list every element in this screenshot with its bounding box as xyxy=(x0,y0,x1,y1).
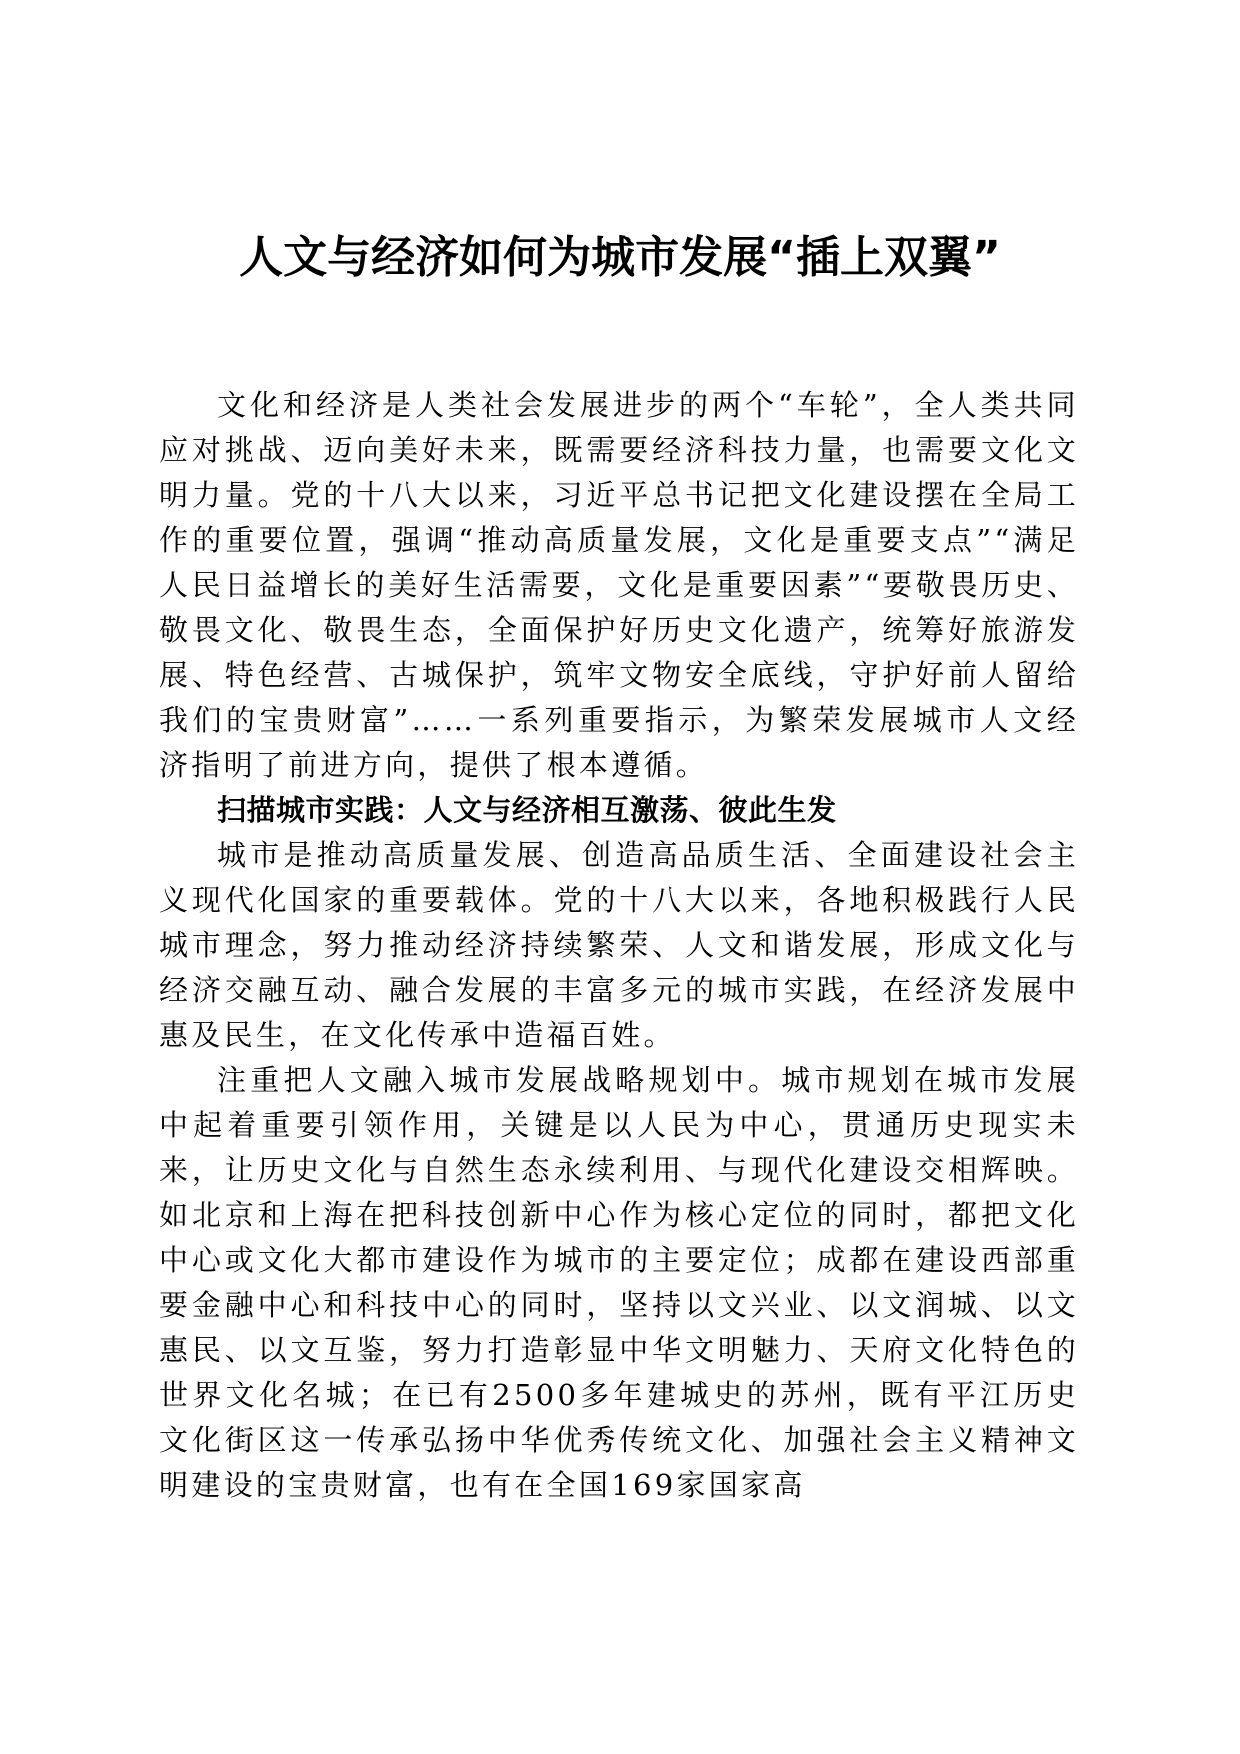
paragraph-planning: 注重把人文融入城市发展战略规划中。城市规划在城市发展中起着重要引领作用，关键是以人民为中心，贯通历史现实未来，让历史文化与自然生态永续利用、与现代化建设交相辉映。如北京和上海在把科技创新中心作为核心定位的同时，都把文化中心或文化大都市建设作为城市的主要定位；成都在建设西部重要金融中心和科技中心的同时，坚持以文兴业、以文润城、以文惠民、以文互鉴，努力打造彰显中华文明魅力、天府文化特色的世界文化名城；在已有2500多年建城史的苏州，既有平江历史文化街区这一传承弘扬中华优秀传统文化、加强社会主义精神文明建设的宝贵财富，也有在全国169家国家高 xyxy=(159,1063,1079,1502)
article-body xyxy=(159,383,1079,1508)
article-title: 人文与经济如何为城市发展“插上双翼” xyxy=(239,232,1001,283)
section-heading: 扫描城市实践：人文与经济相互激荡、彼此生发 xyxy=(217,793,837,827)
paragraph-city-practice: 城市是推动高质量发展、创造高品质生活、全面建设社会主义现代化国家的重要载体。党的十八大以来，各地积极践行人民城市理念，努力推动经济持续繁荣、人文和谐发展，形成文化与经济交融互动、融合发展的丰富多元的城市实践，在经济发展中惠及民生，在文化传承中造福百姓。 xyxy=(159,838,1079,1052)
paragraph-intro: 文化和经济是人类社会发展进步的两个“车轮”，全人类共同应对挑战、迈向美好未来，既需要经济科技力量，也需要文化文明力量。党的十八大以来，习近平总书记把文化建设摆在全局工作的重要位置，强调“推动高质量发展，文化是重要支点”“满足人民日益增长的美好生活需要，文化是重要因素”“要敬畏历史、敬畏文化、敬畏生态，全面保护好历史文化遗产，统筹好旅游发展、特色经营、古城保护，筑牢文物安全底线，守护好前人留给我们的宝贵财富”……一系列重要指示，为繁荣发展城市人文经济指明了前进方向，提供了根本遵循。 xyxy=(159,388,1079,782)
